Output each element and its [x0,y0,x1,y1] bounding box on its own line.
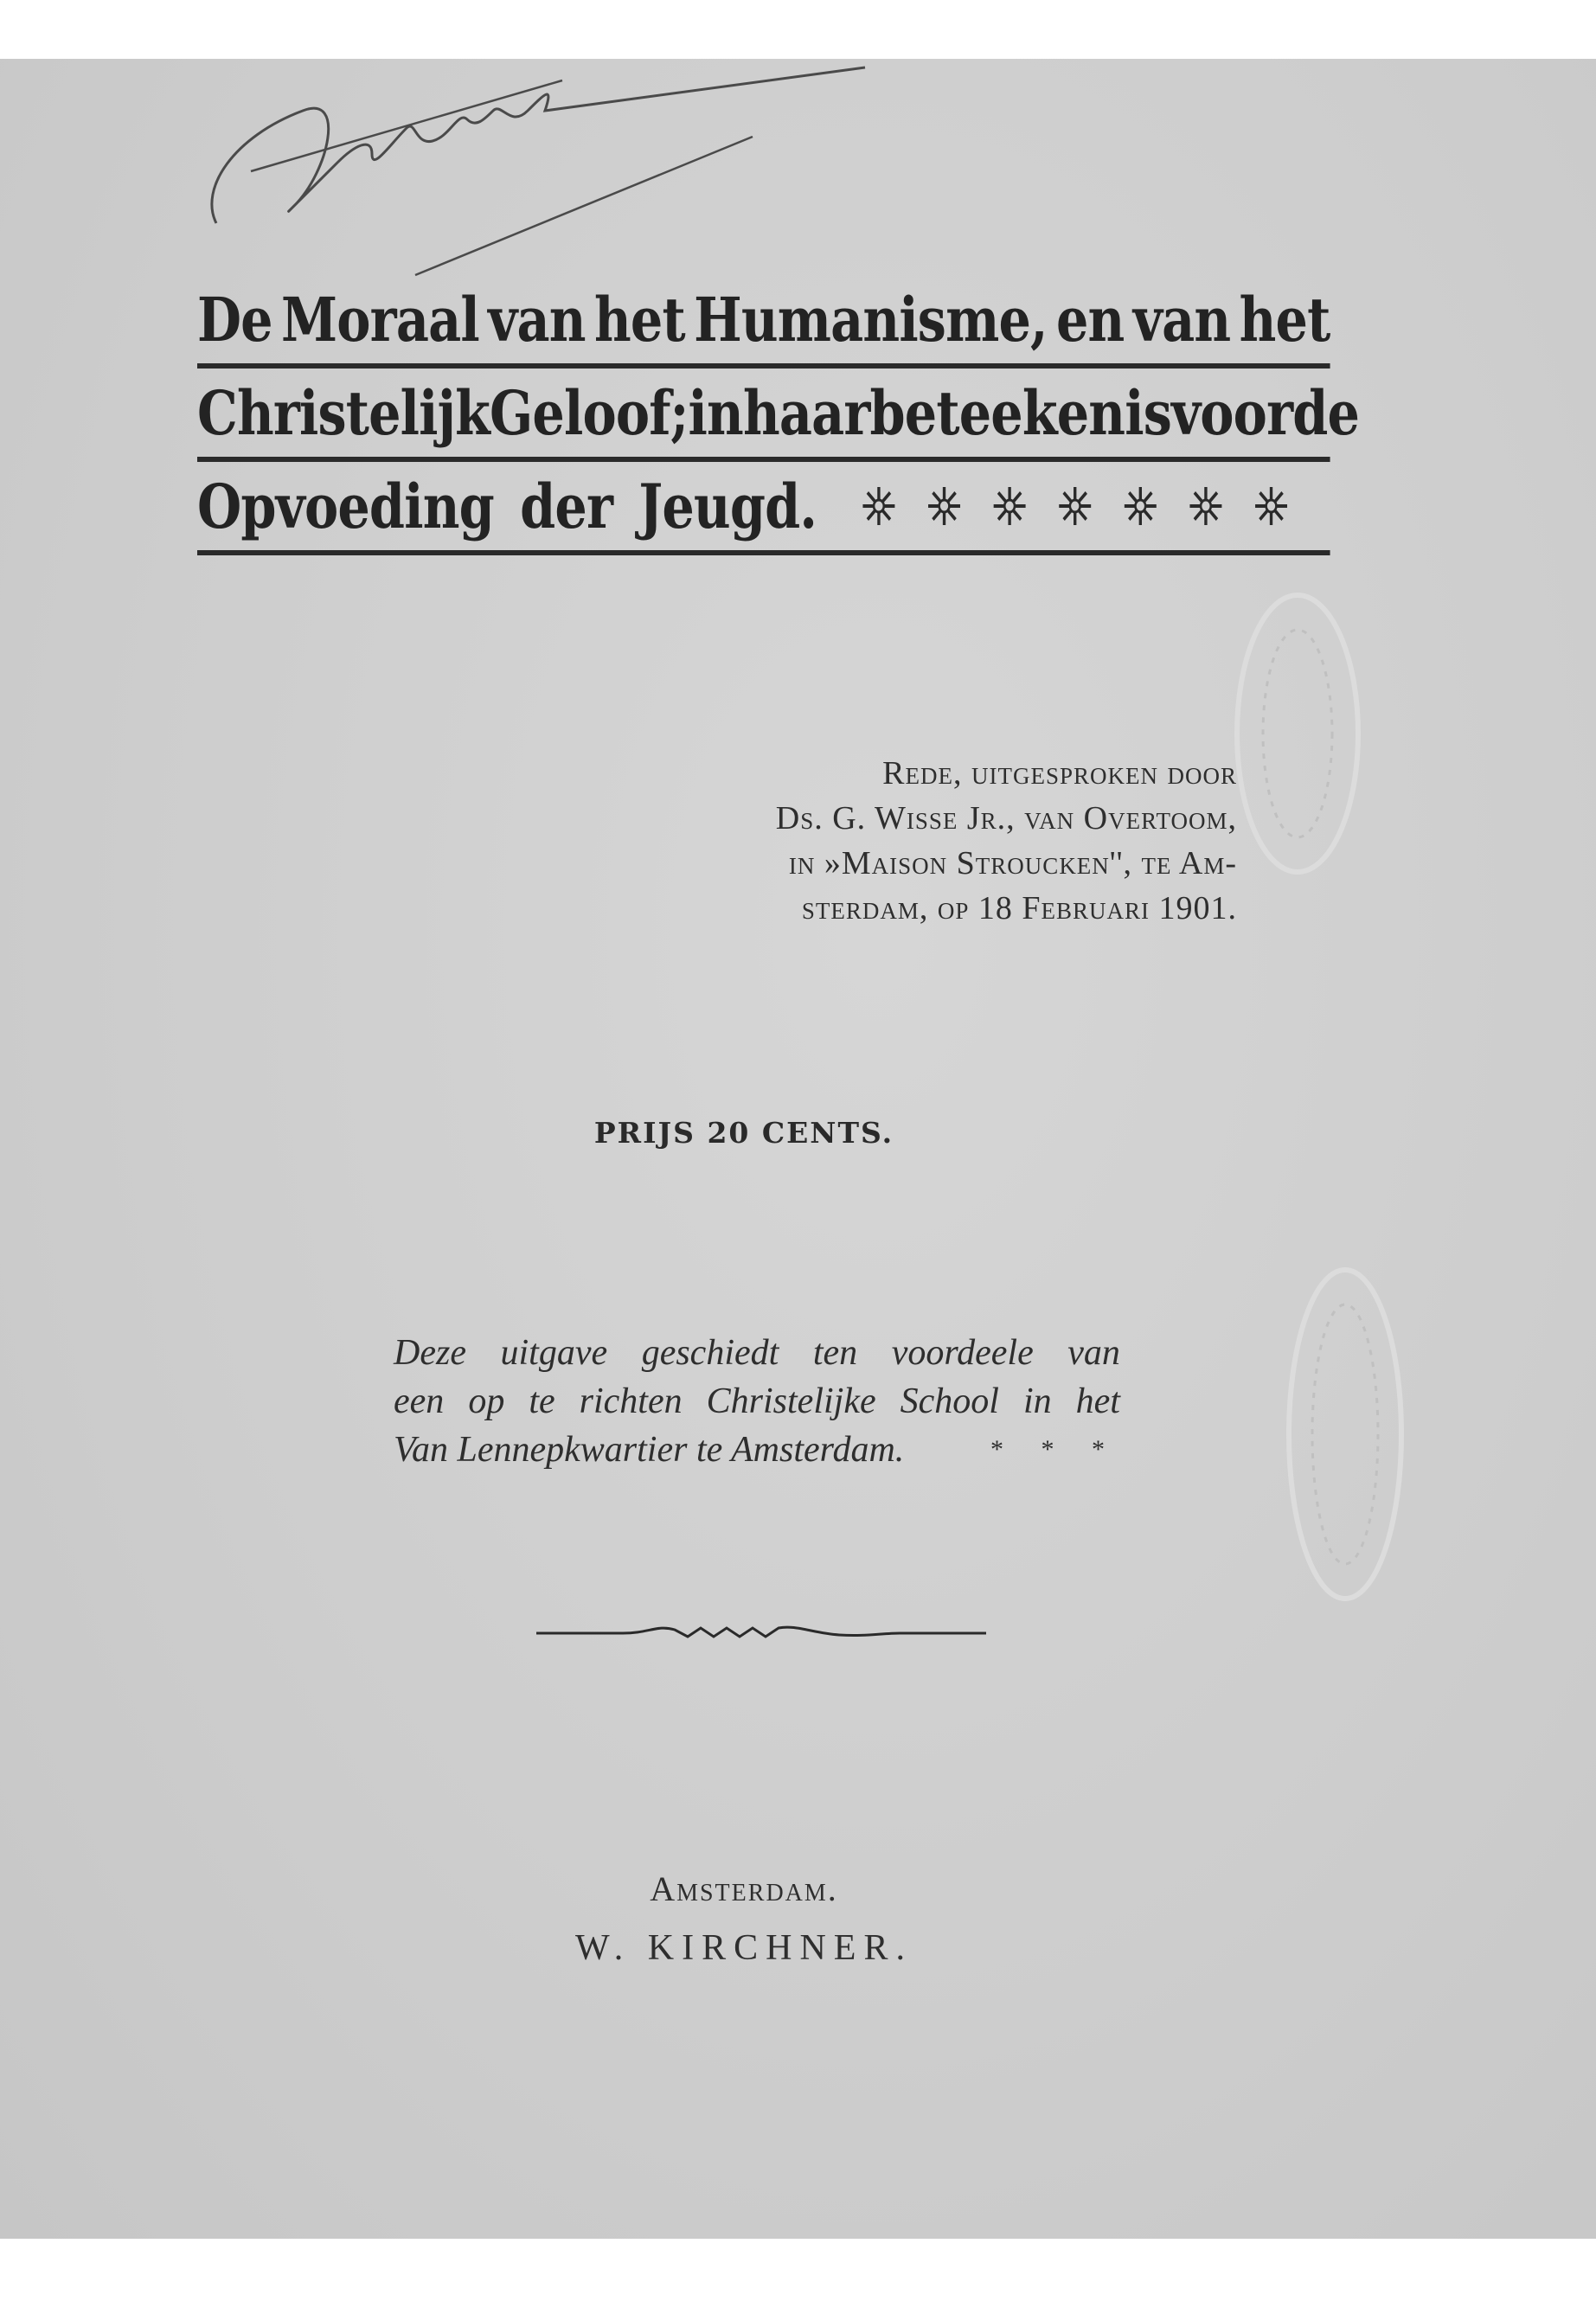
speech-line: Ds. G. Wisse Jr., van Overtoom, [775,800,1237,836]
note-word: te [529,1381,555,1421]
speech-line: in »Maison Stroucken'', te Am- [788,845,1237,881]
wavy-divider [536,1616,986,1650]
title-word: haar [742,376,870,449]
note-word: richten [579,1381,683,1421]
title-line-1 [197,275,1330,369]
title-word: Opvoeding [197,470,494,542]
title-word: het [1239,283,1330,356]
embossed-library-stamp [1211,578,1384,889]
title-line-2 [197,369,1360,462]
title-word: van [1132,283,1231,356]
title-block [197,275,1360,555]
title-word: de [1292,376,1360,449]
imprint-city: Amsterdam. [650,1869,838,1908]
title-word: Humanisme, [694,283,1048,356]
flower-ornament-icon [991,484,1029,529]
note-word: op [468,1381,505,1421]
flower-ornament-icon [1253,484,1291,529]
title-line-3 [197,462,1330,555]
flower-ornament-icon [1122,484,1160,529]
note-word: van [1067,1333,1120,1373]
title-word: in [688,376,743,449]
price: PRIJS 20 CENTS. [593,1116,894,1150]
note-word: in [1022,1381,1052,1421]
title-page [0,59,1596,2239]
note-word: geschiedt [641,1333,779,1373]
note-word: Deze [394,1333,466,1373]
ornament-row [860,484,1290,529]
title-word: der [520,470,613,542]
title-word: Geloof; [489,376,689,449]
title-word: en [1055,283,1125,356]
note-line: Van Lennepkwartier te Amsterdam. [394,1430,905,1470]
speech-line: sterdam, op 18 Februari 1901. [801,890,1237,926]
title-word: Moraal [281,283,479,356]
flower-ornament-icon [926,484,964,529]
handwritten-signature [199,59,891,284]
title-word: van [488,283,586,356]
embossed-library-stamp [1272,1253,1419,1616]
speech-info [657,751,1237,931]
note-word: het [1075,1381,1120,1421]
speech-line: Rede, uitgesproken door [882,755,1237,792]
flower-ornament-icon [1187,484,1225,529]
star-ornaments: * * * [990,1435,1120,1464]
title-word: voor [1170,376,1293,449]
title-word: beteekenis [869,376,1171,449]
note-word: Christelijke [706,1381,876,1421]
note-word: School [900,1381,999,1421]
note-word: ten [812,1333,858,1373]
title-word: De [197,283,272,356]
title-word: Christelijk [197,376,490,449]
note-word: uitgave [500,1333,608,1373]
publication-note [394,1329,1120,1474]
imprint-publisher: W. KIRCHNER. [575,1928,913,1968]
flower-ornament-icon [1056,484,1094,529]
title-word: Jeugd. [638,470,817,542]
note-word: voordeele [891,1333,1034,1373]
title-word: het [594,283,685,356]
note-word: een [394,1381,445,1421]
flower-ornament-icon [860,484,898,529]
